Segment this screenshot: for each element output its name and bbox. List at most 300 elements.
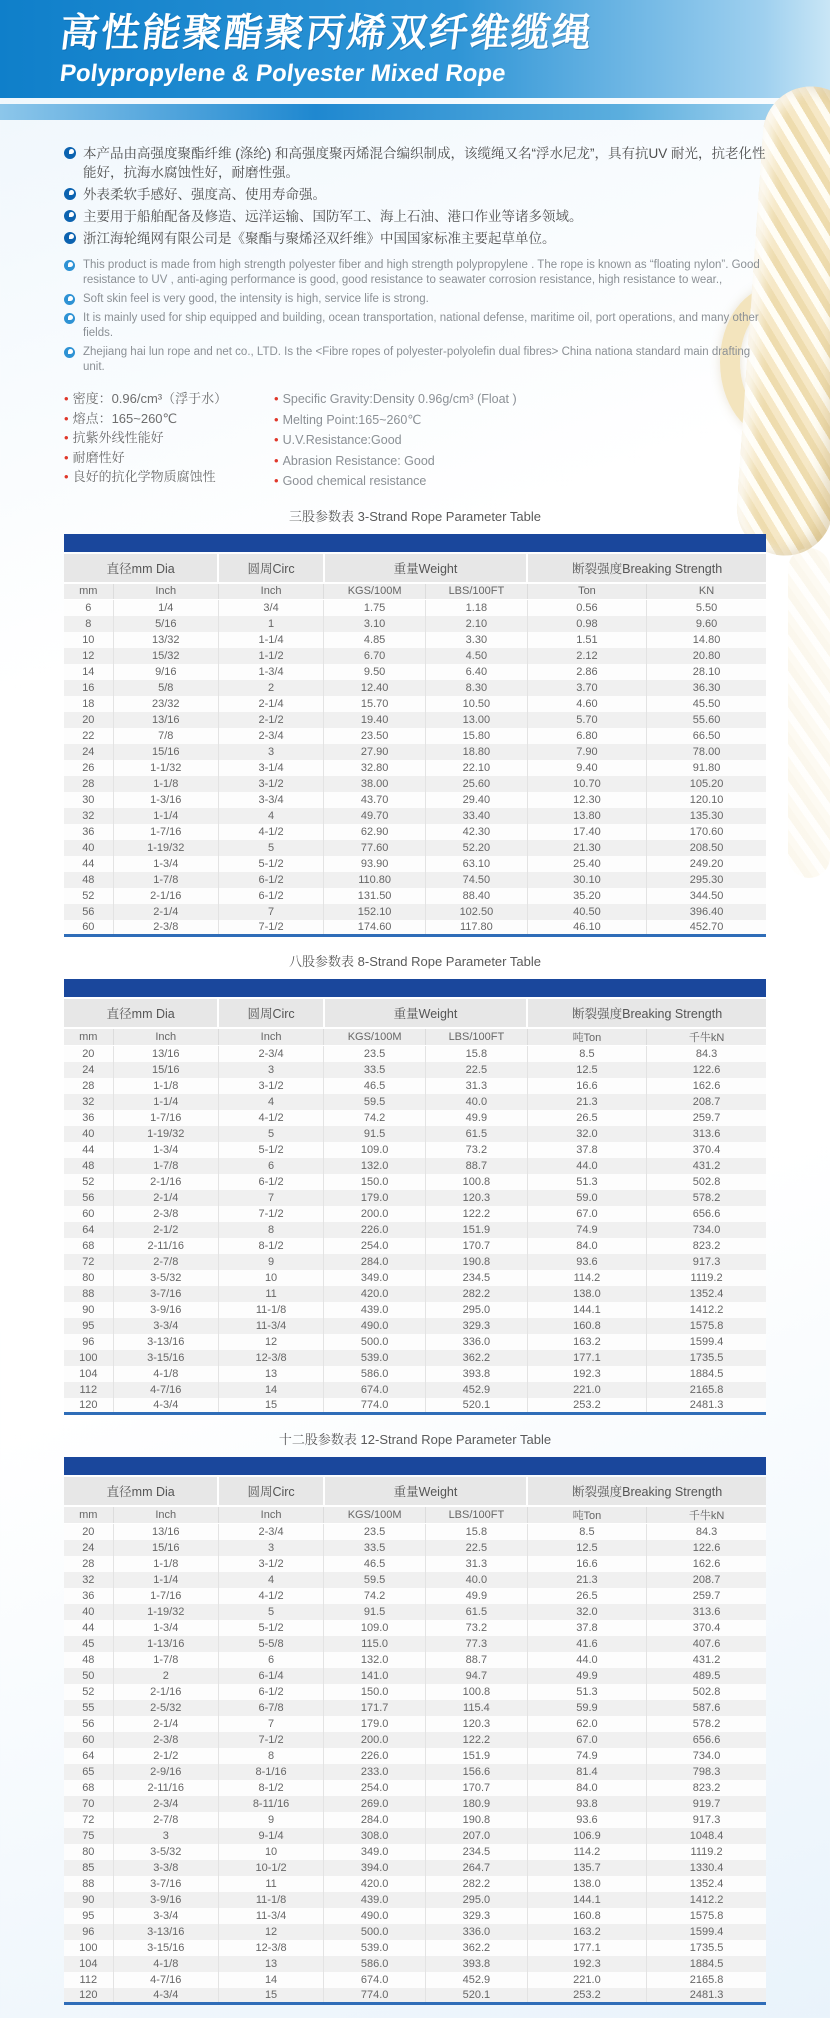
red-dot-bullet-icon: •	[274, 432, 279, 447]
group-header-row	[64, 554, 766, 583]
cell: 36	[64, 824, 113, 840]
cell: 13/16	[113, 1046, 218, 1062]
table-row	[64, 1652, 766, 1668]
cell: 2-5/32	[113, 1700, 218, 1716]
table-row	[64, 1604, 766, 1620]
cell: 51.3	[527, 1684, 646, 1700]
cell: 917.3	[647, 1812, 766, 1828]
cell: 77.60	[324, 840, 426, 856]
cell: 120	[64, 1988, 113, 2004]
cell: 49.9	[426, 1588, 528, 1604]
cell: 370.4	[647, 1620, 766, 1636]
cell: 14	[218, 1382, 323, 1398]
cell: 26	[64, 760, 113, 776]
table-row	[64, 840, 766, 856]
blue-dot-bullet-icon	[64, 294, 75, 305]
rope-parameter-table-3strand	[64, 554, 766, 938]
cell: 40.50	[527, 904, 646, 920]
cell: 394.0	[324, 1860, 426, 1876]
table-row	[64, 1636, 766, 1652]
cell: 4-7/16	[113, 1382, 218, 1398]
table-row	[64, 1860, 766, 1876]
property-text: 良好的抗化学物质腐蚀性	[72, 469, 216, 484]
table-row	[64, 1988, 766, 2004]
cell: 4-1/2	[218, 1110, 323, 1126]
cell: 1/4	[113, 600, 218, 616]
cell: 12.40	[324, 680, 426, 696]
cell: 1330.4	[647, 1860, 766, 1876]
table-row	[64, 1334, 766, 1350]
cell: 46.10	[527, 920, 646, 936]
property-item	[274, 389, 517, 410]
table-row	[64, 1540, 766, 1556]
cell: 74.9	[527, 1748, 646, 1764]
cell: 3	[218, 1540, 323, 1556]
property-item	[64, 448, 274, 468]
cell: 60	[64, 1732, 113, 1748]
cell: 190.8	[426, 1254, 528, 1270]
bullet-text: Soft skin feel is very good, the intensity is high, service life is strong.	[83, 293, 429, 305]
cell: 14	[64, 664, 113, 680]
property-item	[274, 430, 517, 451]
cell: 1119.2	[647, 1270, 766, 1286]
red-dot-bullet-icon: •	[64, 430, 69, 445]
cell: 90	[64, 1302, 113, 1318]
cell: 15.8	[426, 1524, 528, 1540]
cell: 4	[218, 1094, 323, 1110]
cell: 9.50	[324, 664, 426, 680]
cell: 7-1/2	[218, 1206, 323, 1222]
cell: 1-1/4	[113, 808, 218, 824]
cell: 88.40	[426, 888, 528, 904]
cell: 94.7	[426, 1668, 528, 1684]
cell: 24	[64, 744, 113, 760]
column-header: Ton	[527, 583, 646, 600]
cell: 102.50	[426, 904, 528, 920]
table-row	[64, 792, 766, 808]
column-header: KGS/100M	[324, 1028, 426, 1046]
rope-parameter-table-8strand	[64, 999, 766, 1415]
cell: 95	[64, 1318, 113, 1334]
table-row	[64, 1956, 766, 1972]
cell: 578.2	[647, 1716, 766, 1732]
cell: 208.50	[647, 840, 766, 856]
cell: 3.10	[324, 616, 426, 632]
cell: 674.0	[324, 1382, 426, 1398]
cell: 6-1/2	[218, 872, 323, 888]
cell: 25.60	[426, 776, 528, 792]
cell: 77.3	[426, 1636, 528, 1652]
cell: 1-3/4	[113, 856, 218, 872]
product-title-en: Polypropylene & Polyester Mixed Rope	[58, 60, 508, 87]
cell: 15.70	[324, 696, 426, 712]
cell: 13/16	[113, 712, 218, 728]
cell: 156.6	[426, 1764, 528, 1780]
cell: 162.6	[647, 1556, 766, 1572]
cell: 15	[218, 1398, 323, 1414]
table-header-bar	[64, 979, 766, 997]
cell: 65	[64, 1764, 113, 1780]
cell: 3-3/4	[218, 792, 323, 808]
cell: 59.5	[324, 1094, 426, 1110]
cell: 78.00	[647, 744, 766, 760]
cell: 1-19/32	[113, 1604, 218, 1620]
cell: 60	[64, 920, 113, 936]
cell: 336.0	[426, 1924, 528, 1940]
table-row	[64, 1190, 766, 1206]
bullet-text: 浙江海轮绳网有限公司是《聚酯与聚烯泾双纤维》中国国家标准主要起草单位。	[83, 231, 556, 246]
red-dot-bullet-icon: •	[64, 391, 69, 406]
cell: 122.2	[426, 1732, 528, 1748]
cell: 2-1/16	[113, 1174, 218, 1190]
cell: 93.8	[527, 1796, 646, 1812]
cell: 28.10	[647, 664, 766, 680]
cell: 114.2	[527, 1270, 646, 1286]
cell: 1-13/16	[113, 1636, 218, 1652]
table-row	[64, 712, 766, 728]
cell: 4-3/4	[113, 1988, 218, 2004]
cell: 586.0	[324, 1366, 426, 1382]
cell: 105.20	[647, 776, 766, 792]
cell: 170.60	[647, 824, 766, 840]
cell: 163.2	[527, 1334, 646, 1350]
intro-section	[0, 120, 830, 492]
table-title: 十二股参数表 12-Strand Rope Parameter Table	[278, 1432, 552, 1447]
cell: 50	[64, 1668, 113, 1684]
column-header: mm	[64, 1028, 113, 1046]
cell: 1-7/16	[113, 1588, 218, 1604]
product-title-zh: 高性能聚酯聚丙烯双纤维缆绳	[57, 12, 596, 55]
cell: 5	[218, 840, 323, 856]
cell: 151.9	[426, 1748, 528, 1764]
cell: 120.10	[647, 792, 766, 808]
cell: 3-15/16	[113, 1350, 218, 1366]
cell: 44.0	[527, 1652, 646, 1668]
red-dot-bullet-icon: •	[274, 452, 279, 468]
cell: 4	[218, 1572, 323, 1588]
column-header: mm	[64, 1506, 113, 1524]
table-row	[64, 1110, 766, 1126]
cell: 9.60	[647, 616, 766, 632]
cell: 656.6	[647, 1206, 766, 1222]
cell: 42.30	[426, 824, 528, 840]
cell: 12.30	[527, 792, 646, 808]
cell: 115.4	[426, 1700, 528, 1716]
cell: 22.5	[426, 1062, 528, 1078]
cell: 1412.2	[647, 1892, 766, 1908]
cell: 28	[64, 776, 113, 792]
cell: 15	[218, 1988, 323, 2004]
cell: 1-7/16	[113, 824, 218, 840]
cell: 9	[218, 1812, 323, 1828]
cell: 2.12	[527, 648, 646, 664]
table-row	[64, 1748, 766, 1764]
cell: 2-7/8	[113, 1254, 218, 1270]
cell: 3.30	[426, 632, 528, 648]
cell: 295.30	[647, 872, 766, 888]
cell: 70	[64, 1796, 113, 1812]
cell: 407.6	[647, 1636, 766, 1652]
table-row	[64, 888, 766, 904]
cell: 73.2	[426, 1620, 528, 1636]
cell: 100	[64, 1350, 113, 1366]
cell: 2	[113, 1668, 218, 1684]
cell: 37.8	[527, 1142, 646, 1158]
cell: 5-1/2	[218, 1620, 323, 1636]
cell: 20.80	[647, 648, 766, 664]
cell: 74.50	[426, 872, 528, 888]
property-item	[274, 471, 517, 492]
cell: 452.70	[647, 920, 766, 936]
table-header-bar	[64, 1457, 766, 1475]
cell: 1119.2	[647, 1844, 766, 1860]
cell: 15/16	[113, 1540, 218, 1556]
cell: 84.0	[527, 1780, 646, 1796]
bullet-text: It is mainly used for ship equipped and building, ocean transportation, national defense, maritime oil, port operations, and many other fields.	[83, 312, 759, 339]
cell: 420.0	[324, 1286, 426, 1302]
intro-bullets-en	[64, 258, 766, 375]
column-group-header: 断裂强度Breaking Strength	[527, 1477, 766, 1506]
cell: 349.0	[324, 1270, 426, 1286]
cell: 84.3	[647, 1524, 766, 1540]
cell: 9-1/4	[218, 1828, 323, 1844]
table-row	[64, 680, 766, 696]
cell: 23.5	[324, 1046, 426, 1062]
cell: 1	[218, 616, 323, 632]
cell: 2-1/4	[113, 904, 218, 920]
cell: 502.8	[647, 1174, 766, 1190]
cell: 2-11/16	[113, 1238, 218, 1254]
table-3-strand-section	[0, 506, 830, 938]
cell: 0.56	[527, 600, 646, 616]
cell: 132.0	[324, 1158, 426, 1174]
properties-section	[64, 389, 766, 492]
cell: 33.40	[426, 808, 528, 824]
cell: 32.0	[527, 1126, 646, 1142]
cell: 32.0	[527, 1604, 646, 1620]
cell: 234.5	[426, 1844, 528, 1860]
cell: 489.5	[647, 1668, 766, 1684]
cell: 177.1	[527, 1350, 646, 1366]
cell: 22.5	[426, 1540, 528, 1556]
cell: 254.0	[324, 1238, 426, 1254]
cell: 8.5	[527, 1524, 646, 1540]
cell: 4.60	[527, 696, 646, 712]
cell: 112	[64, 1972, 113, 1988]
cell: 52	[64, 1684, 113, 1700]
cell: 7	[218, 1716, 323, 1732]
cell: 150.0	[324, 1684, 426, 1700]
cell: 109.0	[324, 1620, 426, 1636]
cell: 32	[64, 808, 113, 824]
cell: 74.2	[324, 1588, 426, 1604]
cell: 6	[64, 600, 113, 616]
cell: 3-1/4	[218, 760, 323, 776]
cell: 3-1/2	[218, 1078, 323, 1094]
cell: 249.20	[647, 856, 766, 872]
red-dot-bullet-icon: •	[274, 411, 279, 427]
table-header-bar	[64, 534, 766, 552]
cell: 60	[64, 1206, 113, 1222]
cell: 253.2	[527, 1988, 646, 2004]
cell: 10	[218, 1844, 323, 1860]
cell: 2-3/8	[113, 920, 218, 936]
cell: 84.3	[647, 1046, 766, 1062]
cell: 138.0	[527, 1286, 646, 1302]
blue-dot-bullet-icon	[64, 210, 76, 222]
table-row	[64, 1556, 766, 1572]
cell: 259.7	[647, 1588, 766, 1604]
cell: 171.7	[324, 1700, 426, 1716]
cell: 20	[64, 712, 113, 728]
cell: 100.8	[426, 1174, 528, 1190]
cell: 20	[64, 1046, 113, 1062]
cell: 16.6	[527, 1078, 646, 1094]
cell: 68	[64, 1780, 113, 1796]
cell: 3	[218, 744, 323, 760]
table-row	[64, 776, 766, 792]
column-header: 千牛kN	[647, 1506, 766, 1524]
cell: 0.98	[527, 616, 646, 632]
blue-dot-bullet-icon	[64, 260, 75, 271]
cell: 192.3	[527, 1956, 646, 1972]
cell: 48	[64, 1652, 113, 1668]
cell: 122.6	[647, 1540, 766, 1556]
cell: 2-1/16	[113, 1684, 218, 1700]
table-title: 八股参数表 8-Strand Rope Parameter Table	[289, 954, 541, 969]
cell: 144.1	[527, 1892, 646, 1908]
table-row	[64, 1238, 766, 1254]
table-row	[64, 1046, 766, 1062]
cell: 520.1	[426, 1398, 528, 1414]
column-group-header: 圆周Circ	[218, 999, 323, 1028]
bullet-text: 主要用于船舶配备及修造、远洋运输、国防军工、海上石油、港口作业等诸多领域。	[83, 209, 583, 224]
sub-header-row	[64, 1506, 766, 1524]
cell: 120.3	[426, 1190, 528, 1206]
cell: 6	[218, 1158, 323, 1174]
column-header: Inch	[218, 1506, 323, 1524]
cell: 106.9	[527, 1828, 646, 1844]
cell: 1048.4	[647, 1828, 766, 1844]
table-row	[64, 1892, 766, 1908]
cell: 14	[218, 1972, 323, 1988]
cell: 52	[64, 1174, 113, 1190]
cell: 27.90	[324, 744, 426, 760]
cell: 1352.4	[647, 1876, 766, 1892]
cell: 13	[218, 1956, 323, 1972]
cell: 112	[64, 1382, 113, 1398]
cell: 439.0	[324, 1302, 426, 1318]
properties-zh	[64, 389, 274, 492]
cell: 96	[64, 1924, 113, 1940]
cell: 4-1/8	[113, 1366, 218, 1382]
cell: 221.0	[527, 1972, 646, 1988]
cell: 393.8	[426, 1366, 528, 1382]
cell: 23.50	[324, 728, 426, 744]
cell: 64	[64, 1222, 113, 1238]
cell: 15.80	[426, 728, 528, 744]
bullet-item	[64, 311, 766, 341]
cell: 7	[218, 904, 323, 920]
cell: 8	[64, 616, 113, 632]
cell: 578.2	[647, 1190, 766, 1206]
cell: 253.2	[527, 1398, 646, 1414]
blue-dot-bullet-icon	[64, 313, 75, 324]
table-row	[64, 1206, 766, 1222]
cell: 56	[64, 1190, 113, 1206]
cell: 11	[218, 1286, 323, 1302]
property-text: Specific Gravity:Density 0.96g/cm³ (Float )	[282, 392, 517, 406]
cell: 1884.5	[647, 1956, 766, 1972]
cell: 5-5/8	[218, 1636, 323, 1652]
table-row	[64, 1940, 766, 1956]
cell: 13.80	[527, 808, 646, 824]
property-text: 密度：0.96/cm³（浮于水）	[72, 391, 228, 406]
cell: 284.0	[324, 1812, 426, 1828]
cell: 21.3	[527, 1572, 646, 1588]
cell: 170.7	[426, 1238, 528, 1254]
table-row	[64, 904, 766, 920]
cell: 656.6	[647, 1732, 766, 1748]
cell: 8.5	[527, 1046, 646, 1062]
cell: 431.2	[647, 1652, 766, 1668]
column-group-header: 重量Weight	[324, 554, 528, 583]
cell: 59.9	[527, 1700, 646, 1716]
column-header: Inch	[113, 583, 218, 600]
cell: 674.0	[324, 1972, 426, 1988]
bullet-item	[64, 345, 766, 375]
table-row	[64, 1174, 766, 1190]
column-header: LBS/100FT	[426, 1028, 528, 1046]
cell: 8-1/16	[218, 1764, 323, 1780]
blue-dot-bullet-icon	[64, 232, 76, 244]
cell: 16.6	[527, 1556, 646, 1572]
sub-header-row	[64, 583, 766, 600]
cell: 5-1/2	[218, 1142, 323, 1158]
cell: 15/32	[113, 648, 218, 664]
table-row	[64, 1222, 766, 1238]
cell: 1.75	[324, 600, 426, 616]
cell: 68	[64, 1238, 113, 1254]
cell: 2-9/16	[113, 1764, 218, 1780]
cell: 6-7/8	[218, 1700, 323, 1716]
property-text: 抗紫外线性能好	[72, 430, 164, 445]
column-group-header: 直径mm Dia	[64, 554, 218, 583]
red-dot-bullet-icon: •	[274, 391, 279, 406]
cell: 4-7/16	[113, 1972, 218, 1988]
cell: 22.10	[426, 760, 528, 776]
cell: 586.0	[324, 1956, 426, 1972]
cell: 734.0	[647, 1748, 766, 1764]
cell: 9/16	[113, 664, 218, 680]
cell: 162.6	[647, 1078, 766, 1094]
property-item	[64, 389, 274, 409]
cell: 192.3	[527, 1366, 646, 1382]
cell: 1599.4	[647, 1924, 766, 1940]
cell: 1735.5	[647, 1350, 766, 1366]
cell: 73.2	[426, 1142, 528, 1158]
cell: 234.5	[426, 1270, 528, 1286]
cell: 774.0	[324, 1398, 426, 1414]
table-row	[64, 1796, 766, 1812]
cell: 4.85	[324, 632, 426, 648]
bullet-item	[64, 292, 766, 307]
cell: 1-3/16	[113, 792, 218, 808]
cell: 8.30	[426, 680, 528, 696]
cell: 1-3/4	[218, 664, 323, 680]
cell: 43.70	[324, 792, 426, 808]
table-row	[64, 1780, 766, 1796]
